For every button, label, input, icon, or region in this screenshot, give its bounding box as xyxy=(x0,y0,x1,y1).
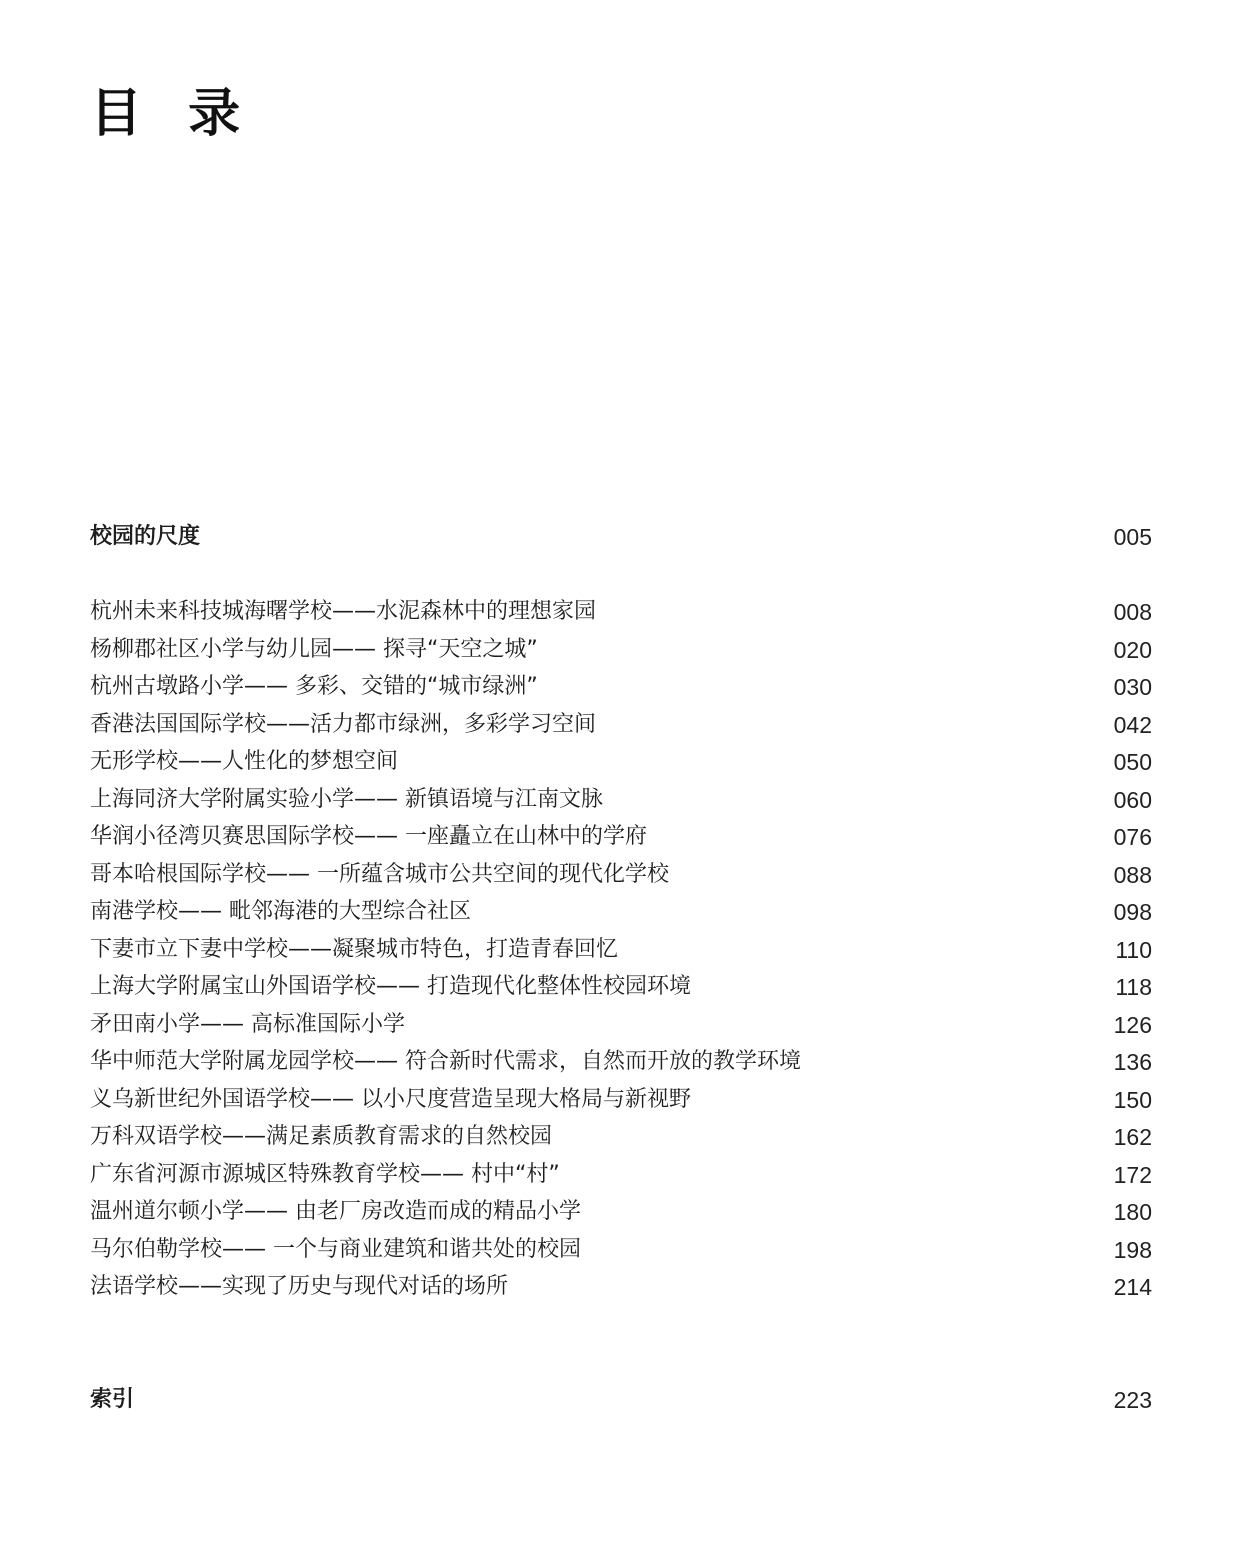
toc-entry-label: 香港法国国际学校——活力都市绿洲，多彩学习空间 xyxy=(90,711,597,737)
toc-entry-page: 136 xyxy=(1113,1049,1152,1075)
toc-entry-label: 万科双语学校——满足素质教育需求的自然校园 xyxy=(90,1124,553,1149)
toc-entry-page: 008 xyxy=(1113,599,1152,625)
toc-entry-page: 118 xyxy=(1115,974,1152,1000)
toc-entry-label: 法语学校——实现了历史与现代对话的场所 xyxy=(90,1274,509,1299)
toc-entry-page: 020 xyxy=(1113,636,1152,663)
toc-section-page: 005 xyxy=(1113,524,1152,550)
toc-entry-label: 广东省河源市源城区特殊教育学校—— 村中“村” xyxy=(90,1161,560,1187)
toc-entry-page: 060 xyxy=(1113,786,1152,813)
toc-entry[interactable] xyxy=(90,895,1152,929)
toc-entry-page: 076 xyxy=(1113,824,1152,850)
toc-entry[interactable] xyxy=(90,1120,1152,1154)
toc-entry-label: 华中师范大学附属龙园学校—— 符合新时代需求，自然而开放的教学环境 xyxy=(90,1049,801,1074)
toc-entry-label: 温州道尔顿小学—— 由老厂房改造而成的精品小学 xyxy=(90,1199,581,1224)
toc-entry-page: 172 xyxy=(1113,1161,1152,1188)
toc-entry-label: 杭州未来科技城海曙学校——水泥森林中的理想家园 xyxy=(90,599,597,624)
toc-section-label: 索引 xyxy=(90,1387,135,1412)
page-title: 目 录 xyxy=(90,84,255,144)
toc-entry-page: 198 xyxy=(1113,1236,1152,1263)
toc-entry[interactable] xyxy=(90,1270,1152,1304)
toc-entry-page: 214 xyxy=(1113,1274,1152,1300)
toc-entry-page: 042 xyxy=(1113,711,1152,738)
toc-entry[interactable] xyxy=(90,595,1152,629)
toc-entry[interactable] xyxy=(90,670,1152,704)
toc-entry[interactable] xyxy=(90,1233,1152,1267)
toc-entry-label: 上海同济大学附属实验小学—— 新镇语境与江南文脉 xyxy=(90,786,603,812)
toc-entry-page: 098 xyxy=(1113,899,1152,925)
toc-entry-label: 南港学校—— 毗邻海港的大型综合社区 xyxy=(90,899,471,924)
toc-entry[interactable] xyxy=(90,783,1152,817)
toc-entry-page: 110 xyxy=(1115,936,1152,963)
toc-entry-page: 126 xyxy=(1113,1011,1152,1038)
toc-entry[interactable] xyxy=(90,1045,1152,1079)
toc-entry-label: 马尔伯勒学校—— 一个与商业建筑和谐共处的校园 xyxy=(90,1236,581,1262)
toc-entry-page: 162 xyxy=(1113,1124,1152,1150)
toc-entry[interactable] xyxy=(90,858,1152,892)
toc-entry-label: 矛田南小学—— 高标准国际小学 xyxy=(90,1011,405,1037)
toc-entry-label: 华润小径湾贝赛思国际学校—— 一座矗立在山林中的学府 xyxy=(90,824,647,849)
toc-section[interactable] xyxy=(90,520,1152,554)
toc-entry[interactable] xyxy=(90,633,1152,667)
toc-entry-label: 上海大学附属宝山外国语学校—— 打造现代化整体性校园环境 xyxy=(90,974,691,999)
toc-entry-page: 030 xyxy=(1113,674,1152,700)
toc-section[interactable] xyxy=(90,1383,1152,1417)
toc-entry-label: 义乌新世纪外国语学校—— 以小尺度营造呈现大格局与新视野 xyxy=(90,1086,691,1112)
toc-entry[interactable] xyxy=(90,1158,1152,1192)
toc-entry-label: 哥本哈根国际学校—— 一所蕴含城市公共空间的现代化学校 xyxy=(90,861,669,887)
toc-entry-page: 150 xyxy=(1113,1086,1152,1113)
toc-entry[interactable] xyxy=(90,745,1152,779)
toc-entry[interactable] xyxy=(90,933,1152,967)
toc-section-page: 223 xyxy=(1113,1387,1152,1413)
toc-entry[interactable] xyxy=(90,1083,1152,1117)
toc-entry-label: 下妻市立下妻中学校——凝聚城市特色，打造青春回忆 xyxy=(90,936,619,962)
toc-entry-label: 无形学校——人性化的梦想空间 xyxy=(90,749,399,774)
toc-entry[interactable] xyxy=(90,1195,1152,1229)
toc-section-label: 校园的尺度 xyxy=(90,524,201,549)
toc-entry-label: 杭州古墩路小学—— 多彩、交错的“城市绿洲” xyxy=(90,674,538,699)
toc-entry-page: 050 xyxy=(1113,749,1152,775)
toc-entry-label: 杨柳郡社区小学与幼儿园—— 探寻“天空之城” xyxy=(90,636,538,662)
toc-entry[interactable] xyxy=(90,708,1152,742)
toc-entry[interactable] xyxy=(90,970,1152,1004)
toc-entry[interactable] xyxy=(90,1008,1152,1042)
toc-entry[interactable] xyxy=(90,820,1152,854)
toc-entry-page: 180 xyxy=(1113,1199,1152,1225)
toc-entry-page: 088 xyxy=(1113,861,1152,888)
